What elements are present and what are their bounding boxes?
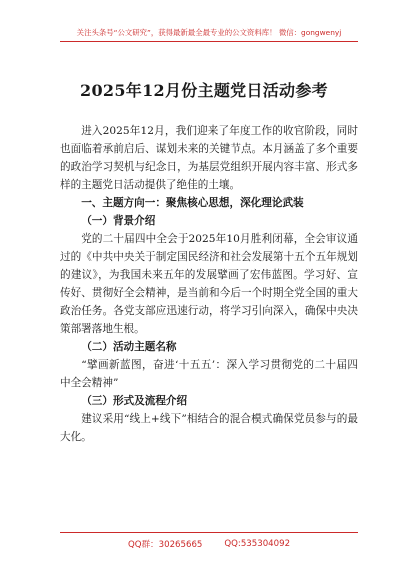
- footer-qq-group: QQ群：30265665: [127, 540, 203, 550]
- header-text: 关注头条号“公文研究”，获得最新最全最专业的公文资料库！ 微信：gongwenyj: [76, 28, 342, 37]
- document-body: [60, 122, 358, 446]
- page-footer: [60, 532, 358, 555]
- subsection-heading-format: （三）形式及流程介绍: [81, 395, 188, 407]
- theme-name-paragraph: “擘画新蓝图，奋进‘十五五’：深入学习贯彻党的二十届四中全会精神”: [60, 359, 358, 389]
- format-paragraph: 建议采用“线上+线下”相结合的混合模式确保党员参与的最大化。: [60, 413, 358, 443]
- subsection-heading-background: （一）背景介绍: [81, 215, 156, 227]
- page-header: [60, 10, 358, 42]
- background-paragraph: 党的二十届四中全会于2025年10月胜利闭幕，全会审议通过的《中共中央关于制定国民经济和社会发展第十五个五年规划的建议》，为我国未来五年的发展擘画了宏伟蓝图。学习好、宣传好、贯彻好全会精神，是当前和今后一个时期全党全国的重大政治任务。各党支部应迅速行动，将学习引向深入，确保中央决策部署落地生根。: [60, 233, 358, 335]
- subsection-heading-theme-name: （二）活动主题名称: [81, 341, 177, 353]
- intro-paragraph: 进入2025年12月，我们迎来了年度工作的收官阶段，同时也面临着承前启后、谋划未来的关键节点。本月涵盖了多个重要的政治学习契机与纪念日，为基层党组织开展内容丰富、形式多样的主题党日活动提供了绝佳的土壤。: [60, 125, 358, 191]
- section-heading-1: 一、主题方向一：聚焦核心思想，深化理论武装: [81, 197, 304, 209]
- document-title: 2025年12月份主题党日活动参考: [80, 81, 328, 100]
- footer-qq: QQ:535304092: [224, 539, 291, 549]
